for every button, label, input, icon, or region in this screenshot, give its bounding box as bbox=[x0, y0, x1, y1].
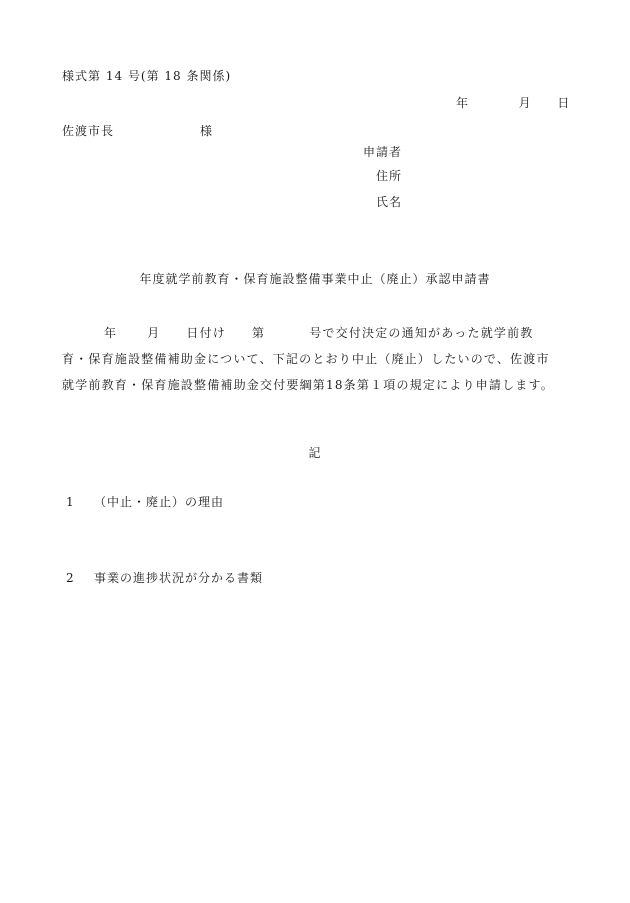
item-text: 事業の進捗状況が分かる書類 bbox=[94, 571, 264, 585]
item-number: 1 bbox=[66, 495, 75, 509]
body-line-2: 育・保育施設整備補助金について、下記のとおり中止（廃止）したいので、佐渡市 bbox=[62, 352, 550, 366]
date-line bbox=[456, 96, 570, 110]
form-number: 様式第 14 号(第 18 条関係) bbox=[62, 69, 232, 83]
date-day-label: 日 bbox=[557, 96, 571, 110]
addressee bbox=[62, 124, 213, 138]
body-line1-rest: 号で交付決定の通知があった就学前教 bbox=[309, 326, 534, 340]
date-month-label: 月 bbox=[518, 96, 532, 110]
applicant-address-label: 住所 bbox=[376, 169, 403, 183]
list-item bbox=[66, 495, 224, 509]
body-dai: 第 bbox=[252, 326, 266, 340]
date-year-label: 年 bbox=[456, 96, 470, 110]
applicant-label: 申請者 bbox=[363, 145, 403, 159]
body-paragraph bbox=[62, 320, 582, 398]
ki-heading: 記 bbox=[308, 446, 322, 460]
document-title: 年度就学前教育・保育施設整備事業中止（廃止）承認申請書 bbox=[139, 272, 491, 286]
item-text: （中止・廃止）の理由 bbox=[94, 495, 225, 509]
body-line-3: 就学前教育・保育施設整備補助金交付要綱第18条第１項の規定により申請します。 bbox=[62, 378, 554, 392]
body-dated: 日付け bbox=[186, 326, 227, 340]
body-line-1 bbox=[62, 320, 582, 346]
addressee-honorific: 様 bbox=[200, 124, 214, 138]
addressee-name: 佐渡市長 bbox=[62, 124, 115, 138]
applicant-name-label: 氏名 bbox=[376, 195, 403, 209]
body-year: 年 bbox=[104, 326, 118, 340]
body-month: 月 bbox=[147, 326, 161, 340]
item-number: 2 bbox=[66, 571, 75, 585]
list-item bbox=[66, 571, 263, 585]
